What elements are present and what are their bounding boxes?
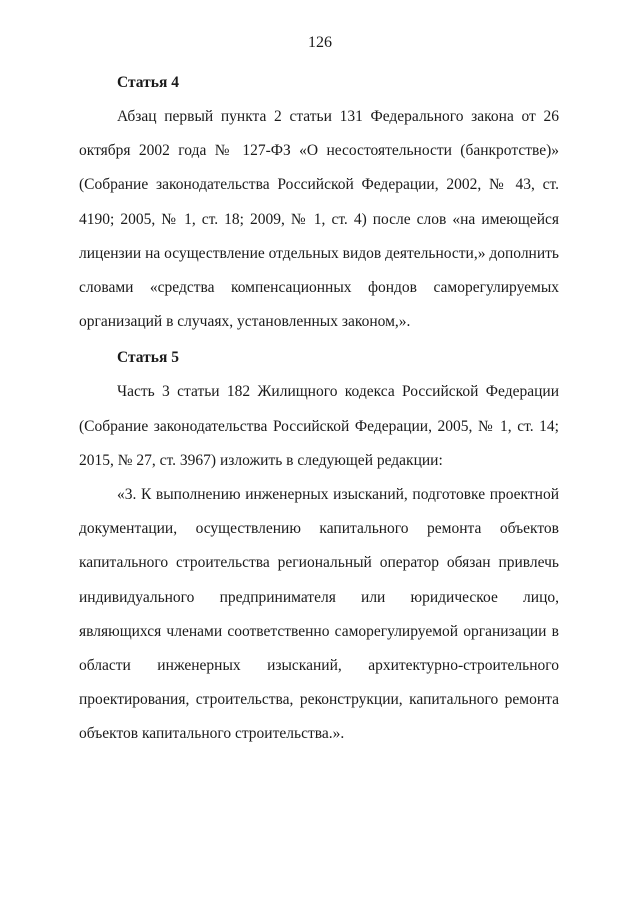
article-4-text: Абзац первый пункта 2 статьи 131 Федерального закона от 26 октября 2002 года № 127-ФЗ «О несостоятельности (банкротстве)» (Собрание законодательства Российской Федерации, 2002, № 43, ст. 4190; 2005, № 1, ст. 18; 2009, № 1, ст. 4) после слов «на имеющейся лицензии на осуществление отдельных видов деятельности,» дополнить словами «средства компенсационных фондов саморегулируемых организаций в случаях, установленных законом,». xyxy=(79,108,559,331)
article-4-heading: Статья 4 xyxy=(117,74,179,91)
page-number: 126 xyxy=(308,34,332,51)
article-5-text: Часть 3 статьи 182 Жилищного кодекса Российской Федерации (Собрание законодательства Российской Федерации, 2005, № 1, ст. 14; 2015, № 27, ст. 3967) изложить в следующей редакции: xyxy=(79,383,559,469)
article-5-quoted-text: «3. К выполнению инженерных изысканий, подготовке проектной документации, осуществлению капитального ремонта объектов капитального строительства региональный оператор обязан привлечь индивидуального предпринимателя или юридическое лицо, являющихся членами соответственно саморегулируемой организации в области инженерных изысканий, архитектурно-строительного проектирования, строительства, реконструкции, капитального ремонта объектов капитального строительства.». xyxy=(79,486,559,743)
document-body xyxy=(79,66,559,752)
article-5-heading: Статья 5 xyxy=(117,349,179,367)
